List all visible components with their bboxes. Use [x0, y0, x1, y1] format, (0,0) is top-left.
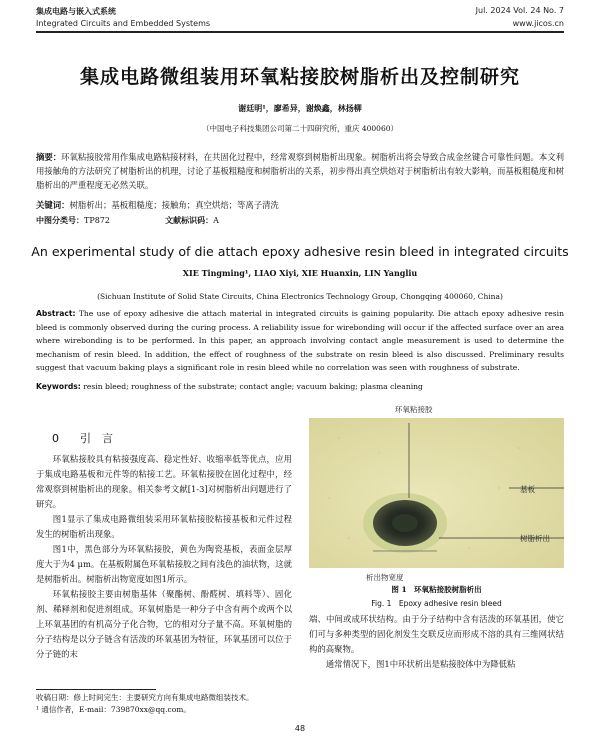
keywords-cn — [36, 198, 564, 212]
abstract-cn-label: 摘要： — [36, 152, 62, 162]
abstract-cn-text: 环氧粘接胶常用作集成电路粘接材料，在共固化过程中，经常观察到树脂析出现象。树脂析出将会导致合成金丝键合可靠性问题。本文利用接触角的方法研究了树脂析出的机理，讨论了基板粗糙度和树脂析出的关系，初步得出真空烘焙对于树脂析出有较大影响，而基板粗糙度和树脂析出的严重程度无必然关联。 — [36, 152, 565, 190]
intro-paragraph: 图1显示了集成电路微组装采用环氧粘接胶粘接基板和元件过程发生的树脂析出现象。 — [36, 514, 292, 539]
intro-left-column — [36, 452, 292, 684]
intro-paragraph: 端、中间或成环状结构。由于分子结构中含有活泼的环氧基团，使它们可与多种类型的固化剂发生交联反应而形成不溶的具有三维网状结构的高聚物。 — [309, 614, 564, 654]
doc-code-value: A — [213, 216, 219, 225]
classification-line — [36, 215, 219, 226]
clc-label: 中图分类号： — [36, 216, 84, 225]
paper-title-cn: 集成电路微组装用环氧粘接胶树脂析出及控制研究 — [79, 66, 520, 88]
issue-info: Jul. 2024 Vol. 24 No. 7 — [475, 6, 564, 15]
footnote-author: ¹ 通信作者，E-mail：739870xx@qq.com。 — [36, 705, 191, 714]
journal-name-en: Integrated Circuits and Embedded Systems — [36, 19, 211, 28]
section-title: 引 言 — [80, 432, 113, 445]
abstract-cn — [36, 150, 564, 192]
footnote-rule — [36, 689, 156, 690]
figure-label-epoxy: 环氧粘接胶 — [395, 405, 433, 414]
figure-label-substrate: 基板 — [520, 485, 535, 494]
affiliation-cn: （中国电子科技集团公司第二十四研究所，重庆 400060） — [201, 124, 398, 133]
paper-title-en: An experimental study of die attach epoxy adhesive resin bleed in integrated circuits — [31, 244, 569, 259]
journal-name-cn: 集成电路与嵌入式系统 — [36, 7, 116, 16]
intro-paragraph: 通常情况下，图1中环状析出是粘接胶体中为降低粘 — [325, 659, 516, 669]
abstract-en — [36, 307, 564, 375]
doc-code-label: 文献标识码： — [165, 216, 214, 225]
header-rule — [36, 31, 564, 33]
keywords-cn-label: 关键词： — [36, 200, 70, 210]
keywords-en-text: resin bleed; roughness of the substrate; contact angle; vacuum baking; plasma cleaning — [83, 382, 423, 391]
authors-en: XIE Tingming¹, LIAO Xiyi, XIE Huanxin, LIN Yangliu — [182, 268, 418, 278]
page-number: 48 — [294, 724, 306, 733]
epoxy-center — [392, 514, 418, 532]
keywords-en — [36, 380, 564, 394]
authors-cn: 谢廷明¹，廖希异，谢焕鑫，林扬柳 — [238, 103, 362, 113]
section-number: 0 — [52, 432, 59, 445]
keywords-cn-text: 树脂析出；基板粗糙度；接触角；真空烘焙；等离子清洗 — [69, 200, 279, 210]
abstract-en-text: The use of epoxy adhesive die attach material in integrated circuits is gaining popularity. Die attach epoxy adhesive resin bleed is commonly observed during the curing process. A reliability issue for wirebonding will occur if the affected surface over an area where wirebonding is to be performed. In this paper, an approach involving contact angle measurement is used to determine the mechanism of resin bleed. In addition, the effect of roughness of the substrate on resin bleed is also discussed. Preliminary results suggest that vacuum baking plays a significant role in resin bleed while no correlation was seen with roughness of substrate. — [36, 309, 564, 372]
affiliation-en: (Sichuan Institute of Solid State Circuits, China Electronics Technology Group, Chongqing 400060, China) — [97, 292, 503, 301]
clc-value: TP872 — [84, 216, 110, 225]
figure-label-width: 析出物宽度 — [366, 573, 404, 582]
intro-paragraph: 环氧粘接胶主要由树脂基体（聚酯树、酚醛树、填料等）、固化剂、稀释剂和促进剂组成。环氧树脂是一种分子中含有两个或两个以上环氧基团的有机高分子化合物，它的相对分子量不高。环氧树脂的分子结构是以分子链含有活泼的环氧基团为特征，环氧基团可以位于分子链的末 — [36, 589, 292, 659]
figure-caption-en: Fig. 1 Epoxy adhesive resin bleed — [371, 599, 502, 608]
intro-right-column — [309, 612, 564, 684]
section-heading — [52, 430, 113, 446]
journal-website: www.jicos.cn — [512, 19, 564, 28]
footnote-received: 收稿日期：修上时间完生：主要研究方向有集成电路微组装技术。 — [36, 693, 254, 702]
intro-paragraph: 环氧粘接胶具有粘接强度高、稳定性好、收缩率低等优点，应用于集成电路基板和元件等的粘接工艺。环氧粘接胶在固化过程中，经常观察到树脂析出的现象。相关参考文献[1-3]对树脂析出问题进行了研究。 — [36, 454, 292, 509]
figure-caption-cn: 图 1 环氧粘接胶树脂析出 — [391, 585, 482, 594]
keywords-en-label: Keywords: — [36, 382, 81, 391]
intro-paragraph: 图1中，黑色部分为环氧粘接胶，黄色为陶瓷基板，表面金层厚度大于为4 μm。在基板附属色环氧粘接胶之间有浅色的油状物，这就是树脂析出。树脂析出物宽度如图1所示。 — [36, 544, 292, 584]
figure-label-resin: 树脂析出 — [520, 534, 550, 543]
abstract-en-label: Abstract: — [36, 309, 76, 318]
